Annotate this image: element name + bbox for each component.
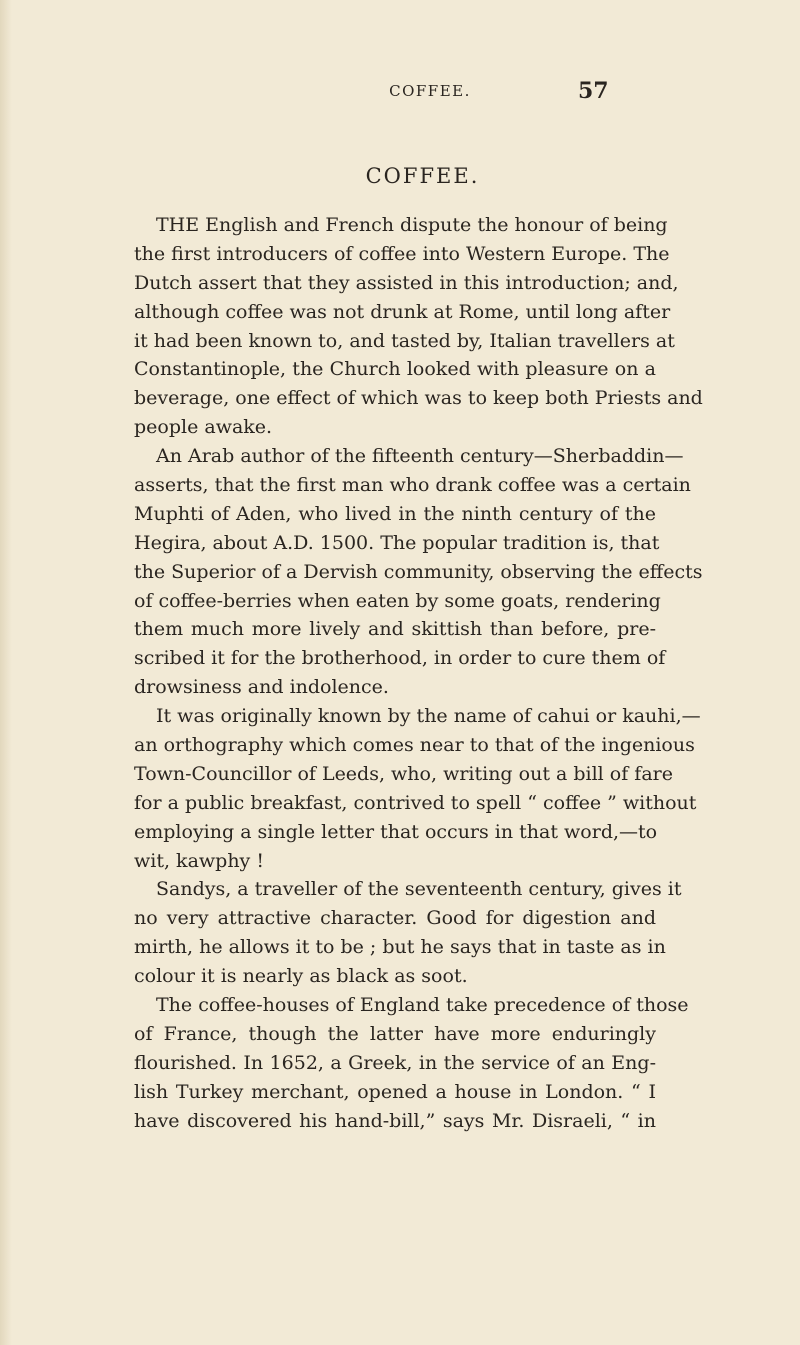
text-line: beverage, one effect of which was to keep both Priests and xyxy=(134,387,703,410)
text-line: mirth, he allows it to be ; but he says that in taste as in xyxy=(134,936,666,959)
page-number: 57 xyxy=(578,78,609,104)
text-line: of France, though the latter have more enduringly xyxy=(134,1022,656,1045)
text-line: An Arab author of the fifteenth century—Sherbaddin— xyxy=(156,445,684,468)
page-binding-edge xyxy=(0,0,12,1345)
text-line: wit, kawphy ! xyxy=(134,849,264,872)
text-line: no very attractive character. Good for digestion and xyxy=(134,907,656,930)
text-line: people awake. xyxy=(134,416,273,439)
text-line: The coffee-houses of England take precedence of those xyxy=(156,994,689,1017)
text-line: it had been known to, and tasted by, Italian travellers at xyxy=(134,329,675,352)
text-line: for a public breakfast, contrived to spell “ coffee ” without xyxy=(134,791,697,814)
text-line: an orthography which comes near to that of the ingenious xyxy=(134,734,695,757)
text-line: THE English and French dispute the honour of being xyxy=(156,214,668,236)
text-line: lish Turkey merchant, opened a house in London. “ I xyxy=(134,1080,656,1103)
text-line: Muphti of Aden, who lived in the ninth century of the xyxy=(134,502,656,525)
page-header xyxy=(0,78,800,108)
text-line: It was originally known by the name of cahui or kauhi,— xyxy=(156,705,701,728)
running-head: COFFEE. xyxy=(389,82,471,100)
text-line: asserts, that the first man who drank coffee was a certain xyxy=(134,474,691,497)
text-line: employing a single letter that occurs in that word,—to xyxy=(134,820,658,843)
text-line: Sandys, a traveller of the seventeenth century, gives it xyxy=(156,878,682,901)
text-line: the Superior of a Dervish community, observing the effects xyxy=(134,560,703,583)
chapter-title: COFFEE. xyxy=(365,164,480,188)
text-line: Hegira, about A.D. 1500. The popular tradition is, that xyxy=(134,531,660,554)
text-line: although coffee was not drunk at Rome, until long after xyxy=(134,300,671,323)
text-line: scribed it for the brotherhood, in order to cure them of xyxy=(134,647,666,670)
text-line: of coffee-berries when eaten by some goats, rendering xyxy=(134,589,661,612)
text-line: Dutch assert that they assisted in this introduction; and, xyxy=(134,271,679,294)
text-line: Constantinople, the Church looked with pleasure on a xyxy=(134,358,656,381)
text-line: the first introducers of coffee into Western Europe. The xyxy=(134,242,670,265)
body-text xyxy=(134,211,703,1136)
text-line: drowsiness and indolence. xyxy=(134,676,389,699)
text-line: colour it is nearly as black as soot. xyxy=(134,965,468,988)
text-line: flourished. In 1652, a Greek, in the service of an Eng- xyxy=(134,1051,656,1074)
text-line: them much more lively and skittish than before, pre- xyxy=(134,618,656,641)
text-line: Town-Councillor of Leeds, who, writing out a bill of fare xyxy=(134,762,673,785)
text-line: have discovered his hand-bill,” says Mr. Disraeli, “ in xyxy=(134,1109,656,1132)
